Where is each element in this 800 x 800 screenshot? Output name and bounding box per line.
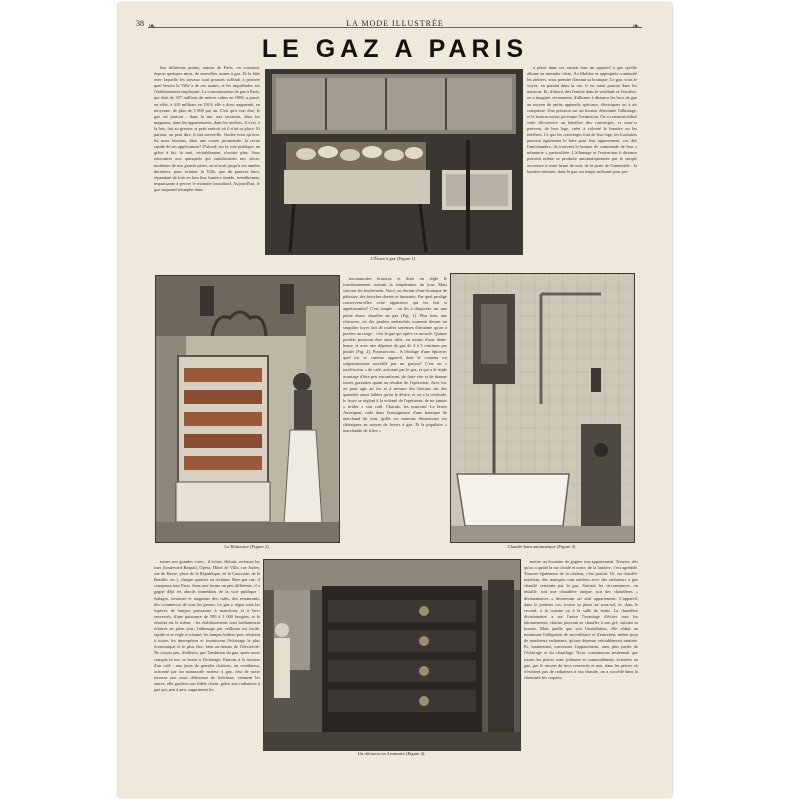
figure-1-photo (265, 69, 523, 255)
figure-1-caption: L'Étuve à gaz (Figure 1) (370, 256, 416, 261)
roaster-illustration (264, 560, 520, 750)
figure-3-caption: Chauffe-bain automatique (Figure 3) (507, 544, 576, 549)
text-column-1-bottom (154, 559, 260, 777)
figure-2-photo (155, 275, 340, 543)
paragraph: a placé dans ses ancien four un appareil à gaz qu'elle allume au moindre client. Au Molière et appropriés continuité les ateliers, vous prendre d'assaut sa boutique. Le gaz, vous le voyez, en partant dans la rue, il est aussi partout dans les maisons. Et, d'abord, dès l'entrée dans le vestibule et l'escalier, on a imaginé, récemment, d'allumer à distance les becs de gaz au moyen de petits appareils spéciaux, électriques ou à air comprimé. Une pression sur un bouton détermine l'allumage, et le bouton voisin provoque l'extinction. On a construit utilisé cette découverte au bénéfice des concierges, et ceux-ci peuvent, de leur loge, créer à volonté la lumière ou les ténèbres. Ce que les concierges font de leur loge, les locataires peuvent également le faire pour leur appartement, car, dès l'antichambre, ils trouvent le bouton de commande de leur « minuterie » particulière. L'allumage et l'extinction à distance peuvent même se produire automatiquement par le simple ouverture à toute heure de nuit, de la porte de l'immeuble : la lumière subsiste, dans le gaz, un temps suffisant pour per- (527, 65, 637, 174)
figure-4-caption: Un rôtisseur en 4 minutes (Figure 4) (357, 751, 425, 756)
paragraph: toutes nos grandes voies : il éclate, éblouit, rechasse les rues (boulevard Raspail, Opéra, Hôtel de Ville, rue Auber, rue du Havre, place de la République, de la Concorde, de la Bastille, etc.), chaque quartier en réclame. Bien par rue, il conquerra tout Paris. Sous une forme un peu différente, il a gagné déjà les abords immédiats de la voie publique : étalages, terrasses et magasins des cafés, des restaurants, des commerces de tous les genres. Le gaz y règne sous les espèces de lampes puissantes à manchons et à becs renversés, d'une puissance de 500 à 1 000 bougies; et le résultat est le même : les établissements sont brillamment éclairés en plein jour; l'allumage par veilleuse est facile, rapide et se règle à volonté; les lampes brûlent peu, résistent à toutes les intempéries et fournissent l'éclairage le plus économique et le plus fixe, bien au-dessus de l'électricité. Ne croyez pas, d'ailleurs, que l'ambition du gaz, après avoir conquis la rue, se borne à l'éclairage. Entrons à la terrasse d'un café : aux jours de grandes chaleurs, un ventilateur, actionné par un minuscule moteur à gaz, fera de notre terrasse une oasis délicieuse de fraîcheur; viennent les autres, elle gardera son fidèle client, grâce aux radiateurs à gaz qui, peu à peu, suppriment les (154, 559, 260, 692)
journal-name: LA MODE ILLUSTRÉE (346, 19, 444, 28)
left-ornament: ❧ (148, 21, 156, 31)
page-number: 38 (136, 19, 144, 28)
paragraph: incommodes braseros et dont on règle le fonctionnement suivant la température du jour. Mais suivons les boulevards. Voici, au devant d'une boutique de pâtissier, des brioches dorées et fumantes. Par quel prodige conservent-elles cette apparence qui les fait si appétissantes? C'est simple : on les a disposées sur une petite étuve chauffée au gaz (Fig. 1). Plus loin, une rôtisserie, où des poulets embrochés tournent devant un singulier foyer fait de touffes soyeuses d'amiante qu'on a portées au rouge : c'est le gaz qui opère ce miracle. Quinze poulets pourront être ainsi rôtis, en moins d'une demi-heure, et avec une dépense de gaz de 4 à 5 centimes par poulet (Fig. 2). Poursuivons... A l'étalage d'une épicerie, quel est ce curieux appareil dont le contenu est soigneusement surveillé par un garçon? C'est un « torréfacteur » de café, actionné par le gaz, et qui a le triple avantage d'être peu encombrant, de faire vite et de donner toutes garanties quant au résultat de l'opération. Avec lui, on peut agir au fur et à mesure des besoins sur des quantités aussi faibles qu'on le désire, et on a la certitude, le foyer se réglant à la volonté de l'opérateur, de ne jamais « brûler » son café. Chacals, les marrons! Le brave Auvergnat, rude dans l'ensoigneure d'une boutique de marchand de vins, grille ses marrons désœuvrant ses châtaignes au moyen de foyers à gaz. Et la populaire « marchande de frites » (343, 276, 447, 434)
magazine-page (118, 3, 672, 797)
article-title: LE GAZ A PARIS (261, 35, 529, 63)
right-ornament: ❧ (632, 21, 640, 31)
rotisserie-illustration (156, 276, 339, 542)
text-column-3-top (527, 65, 637, 271)
running-head (118, 19, 672, 33)
figure-2-caption: La Rôtissoire (Figure 2) (224, 544, 269, 549)
figure-3-photo (450, 273, 635, 543)
paragraph: Sur différents points, autour de Paris, on construit, depuis quelques mois, de nouvelles usines à gaz. Et la hâte avec laquelle les travaux sont poussés suffirait à prouver quel besoin la Ville a de ces usines, et les inquiétudes sur l'établissement employant. La consommation de gaz à Paris, qui était de 307 millions de mètres cubes en 1909, a passé, en effet, à 410 millions en 1913; elle a donc augmenté, en moyenne, de plus de 5 800 par an. C'est qu'à vrai dire, le gaz est partout : dans la rue, aux terrasses, dans les magasins, dans les appartements, dans les ateliers. Il s'est, à la fois, fait au grenier, si petit endroit où il n'ait sa place. Et partout, on peut dire, il fait merveille. Voulez-vous qu'avec lui nous fassions, dans une courte promenade, la revue rapide de ses applications? D'abord, sur la voie publique, en grâce à lui, la nuit, véritablement, n'existe plus. Sous rencontrer nos quinquets qui satisfaisaient nos aïeux, modestes de nos grands-pères, on n'avait jusqu'à ces années dernières, pour éclairer la Ville, que de pauvres becs, répandant de loin en loin leur lumière timide, tremblotante, impuissante à percer le moindre brouillard. Aujourd'hui, le gaz surprend triomphe dans (154, 65, 260, 192)
gas-oven-illustration (266, 70, 522, 254)
text-column-2-middle (343, 276, 447, 558)
text-column-3-bottom (524, 559, 638, 777)
paragraph: mettre au locataire de gagner son appartement. Trouver, dès qu'on a quitté la rue froide et noire, de la lumière, c'est agréable. Trouver également de la chaleur, c'est parfait. Or, un chauffe-matériau, des manques tout entières avec des radiateurs à gaz chauffé certaines par le gaz. Suivant les circonstances, on installe, soit une chaudière unique, soit des chaudières « divisionnaires » desservant un seul appartement. L'appareil, dans le premier cas, trouve sa place au sous-sol, et, dans le second, à la cuisine ou à la salle de bains. La chaudière divisionnaire a sur l'autre l'avantage d'éviter tous les tâtonnements, chacun pouvant se chauffer à son gré, suivant sa bourse. Mais quelle que soit l'installation, elle réduit au minimum l'obligation de surveillance et d'entretien, même pour de nombreux radiateurs, qu'une dépense véritablement minime. Et, maintenant, traversons l'appartement, sans plus parler de l'éclairage et du chauffage. Nous constaterons seulement que toutes les pièces sont, joliment et commodément, éclairées au gaz, par le moyen de becs renversés et que, dans les pièces où n'existent pas de radiateurs à eau chaude, on a succédé dans la cheminée les coquets, (524, 559, 638, 680)
figure-4-photo (263, 559, 521, 751)
header-rule (148, 27, 642, 28)
bath-heater-illustration (451, 274, 634, 542)
text-column-1-top (154, 65, 260, 271)
